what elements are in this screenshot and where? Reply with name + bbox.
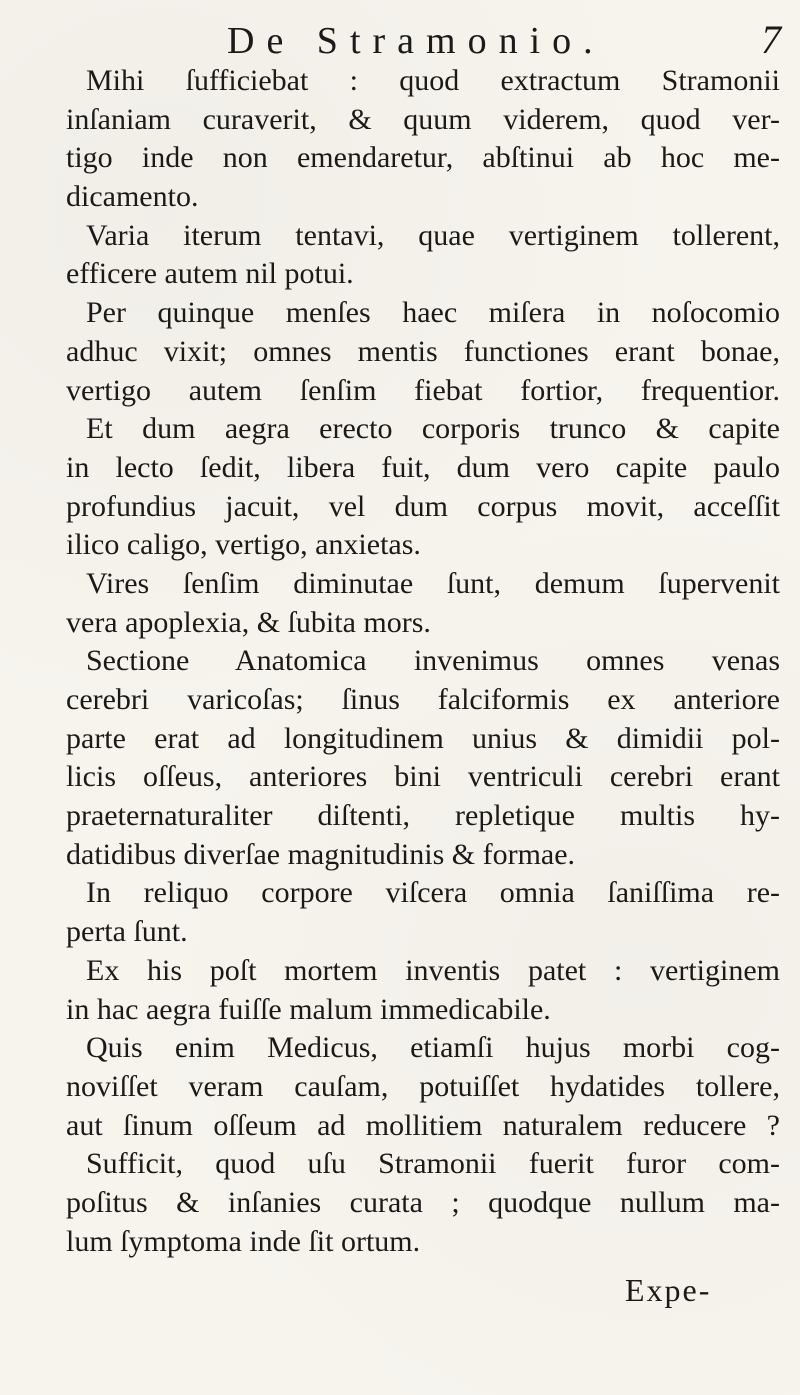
text-line: Ex his poſt mortem inventis patet : vertiginem <box>86 953 780 987</box>
text-line: Varia iterum tentavi, quae vertiginem tollerent, <box>86 218 780 252</box>
text-line: Quis enim Medicus, etiamſi hujus morbi cog- <box>86 1031 780 1065</box>
running-title: De Stramonio. <box>227 20 605 62</box>
text-line: datidibus diverſae magnitudinis & formae. <box>66 837 576 871</box>
text-line: dicamento. <box>66 180 199 214</box>
text-line: in lecto ſedit, libera fuit, dum vero capite paulo <box>66 450 780 484</box>
text-line: Per quinque menſes haec miſera in noſocomio <box>86 296 780 330</box>
text-line: Sufficit, quod uſu Stramonii fuerit furor com- <box>86 1147 780 1181</box>
text-line: vera apoplexia, & ſubita mors. <box>66 605 431 639</box>
text-line: perta ſunt. <box>66 915 188 949</box>
text-line: efficere autem nil potui. <box>66 257 354 291</box>
text-line: praeternaturaliter diſtenti, repletique multis hy- <box>66 799 780 833</box>
text-line: noviſſet veram cauſam, potuiſſet hydatides tollere, <box>66 1069 780 1103</box>
text-line: Vires ſenſim diminutae ſunt, demum ſupervenit <box>86 566 780 600</box>
text-line: aut ſinum oſſeum ad mollitiem naturalem reducere ? <box>66 1108 780 1142</box>
text-line: licis oſſeus, anteriores bini ventriculi cerebri erant <box>66 760 780 794</box>
text-line: vertigo autem ſenſim fiebat fortior, frequentior. <box>66 373 780 407</box>
text-line: adhuc vixit; omnes mentis functiones erant bonae, <box>66 334 780 368</box>
body-text <box>66 62 780 1261</box>
text-line: In reliquo corpore viſcera omnia ſaniſſima re- <box>86 876 780 910</box>
text-line: tigo inde non emendaretur, abſtinui ab hoc me- <box>66 141 780 175</box>
running-head <box>227 16 787 64</box>
text-line: Sectione Anatomica invenimus omnes venas <box>86 644 780 678</box>
text-line: poſitus & inſanies curata ; quodque nullum ma- <box>66 1185 780 1219</box>
text-line: Et dum aegra erecto corporis trunco & capite <box>86 412 780 446</box>
text-line: parte erat ad longitudinem unius & dimidii pol- <box>66 721 780 755</box>
text-line: in hac aegra fuiſſe malum immedicabile. <box>66 992 551 1026</box>
text-line: profundius jacuit, vel dum corpus movit, acceſſit <box>66 489 780 523</box>
text-line: cerebri varicoſas; ſinus falciformis ex anteriore <box>66 683 780 716</box>
page-number: 7 <box>761 17 781 62</box>
text-line: ilico caligo, vertigo, anxietas. <box>66 528 421 562</box>
text-line: lum ſymptoma inde ſit ortum. <box>66 1224 421 1258</box>
text-line: Mihi ſufficiebat : quod extractum Stramonii <box>86 64 780 97</box>
catchword: Expe- <box>625 1272 712 1308</box>
text-line: inſaniam curaverit, & quum viderem, quod ver- <box>66 102 780 136</box>
